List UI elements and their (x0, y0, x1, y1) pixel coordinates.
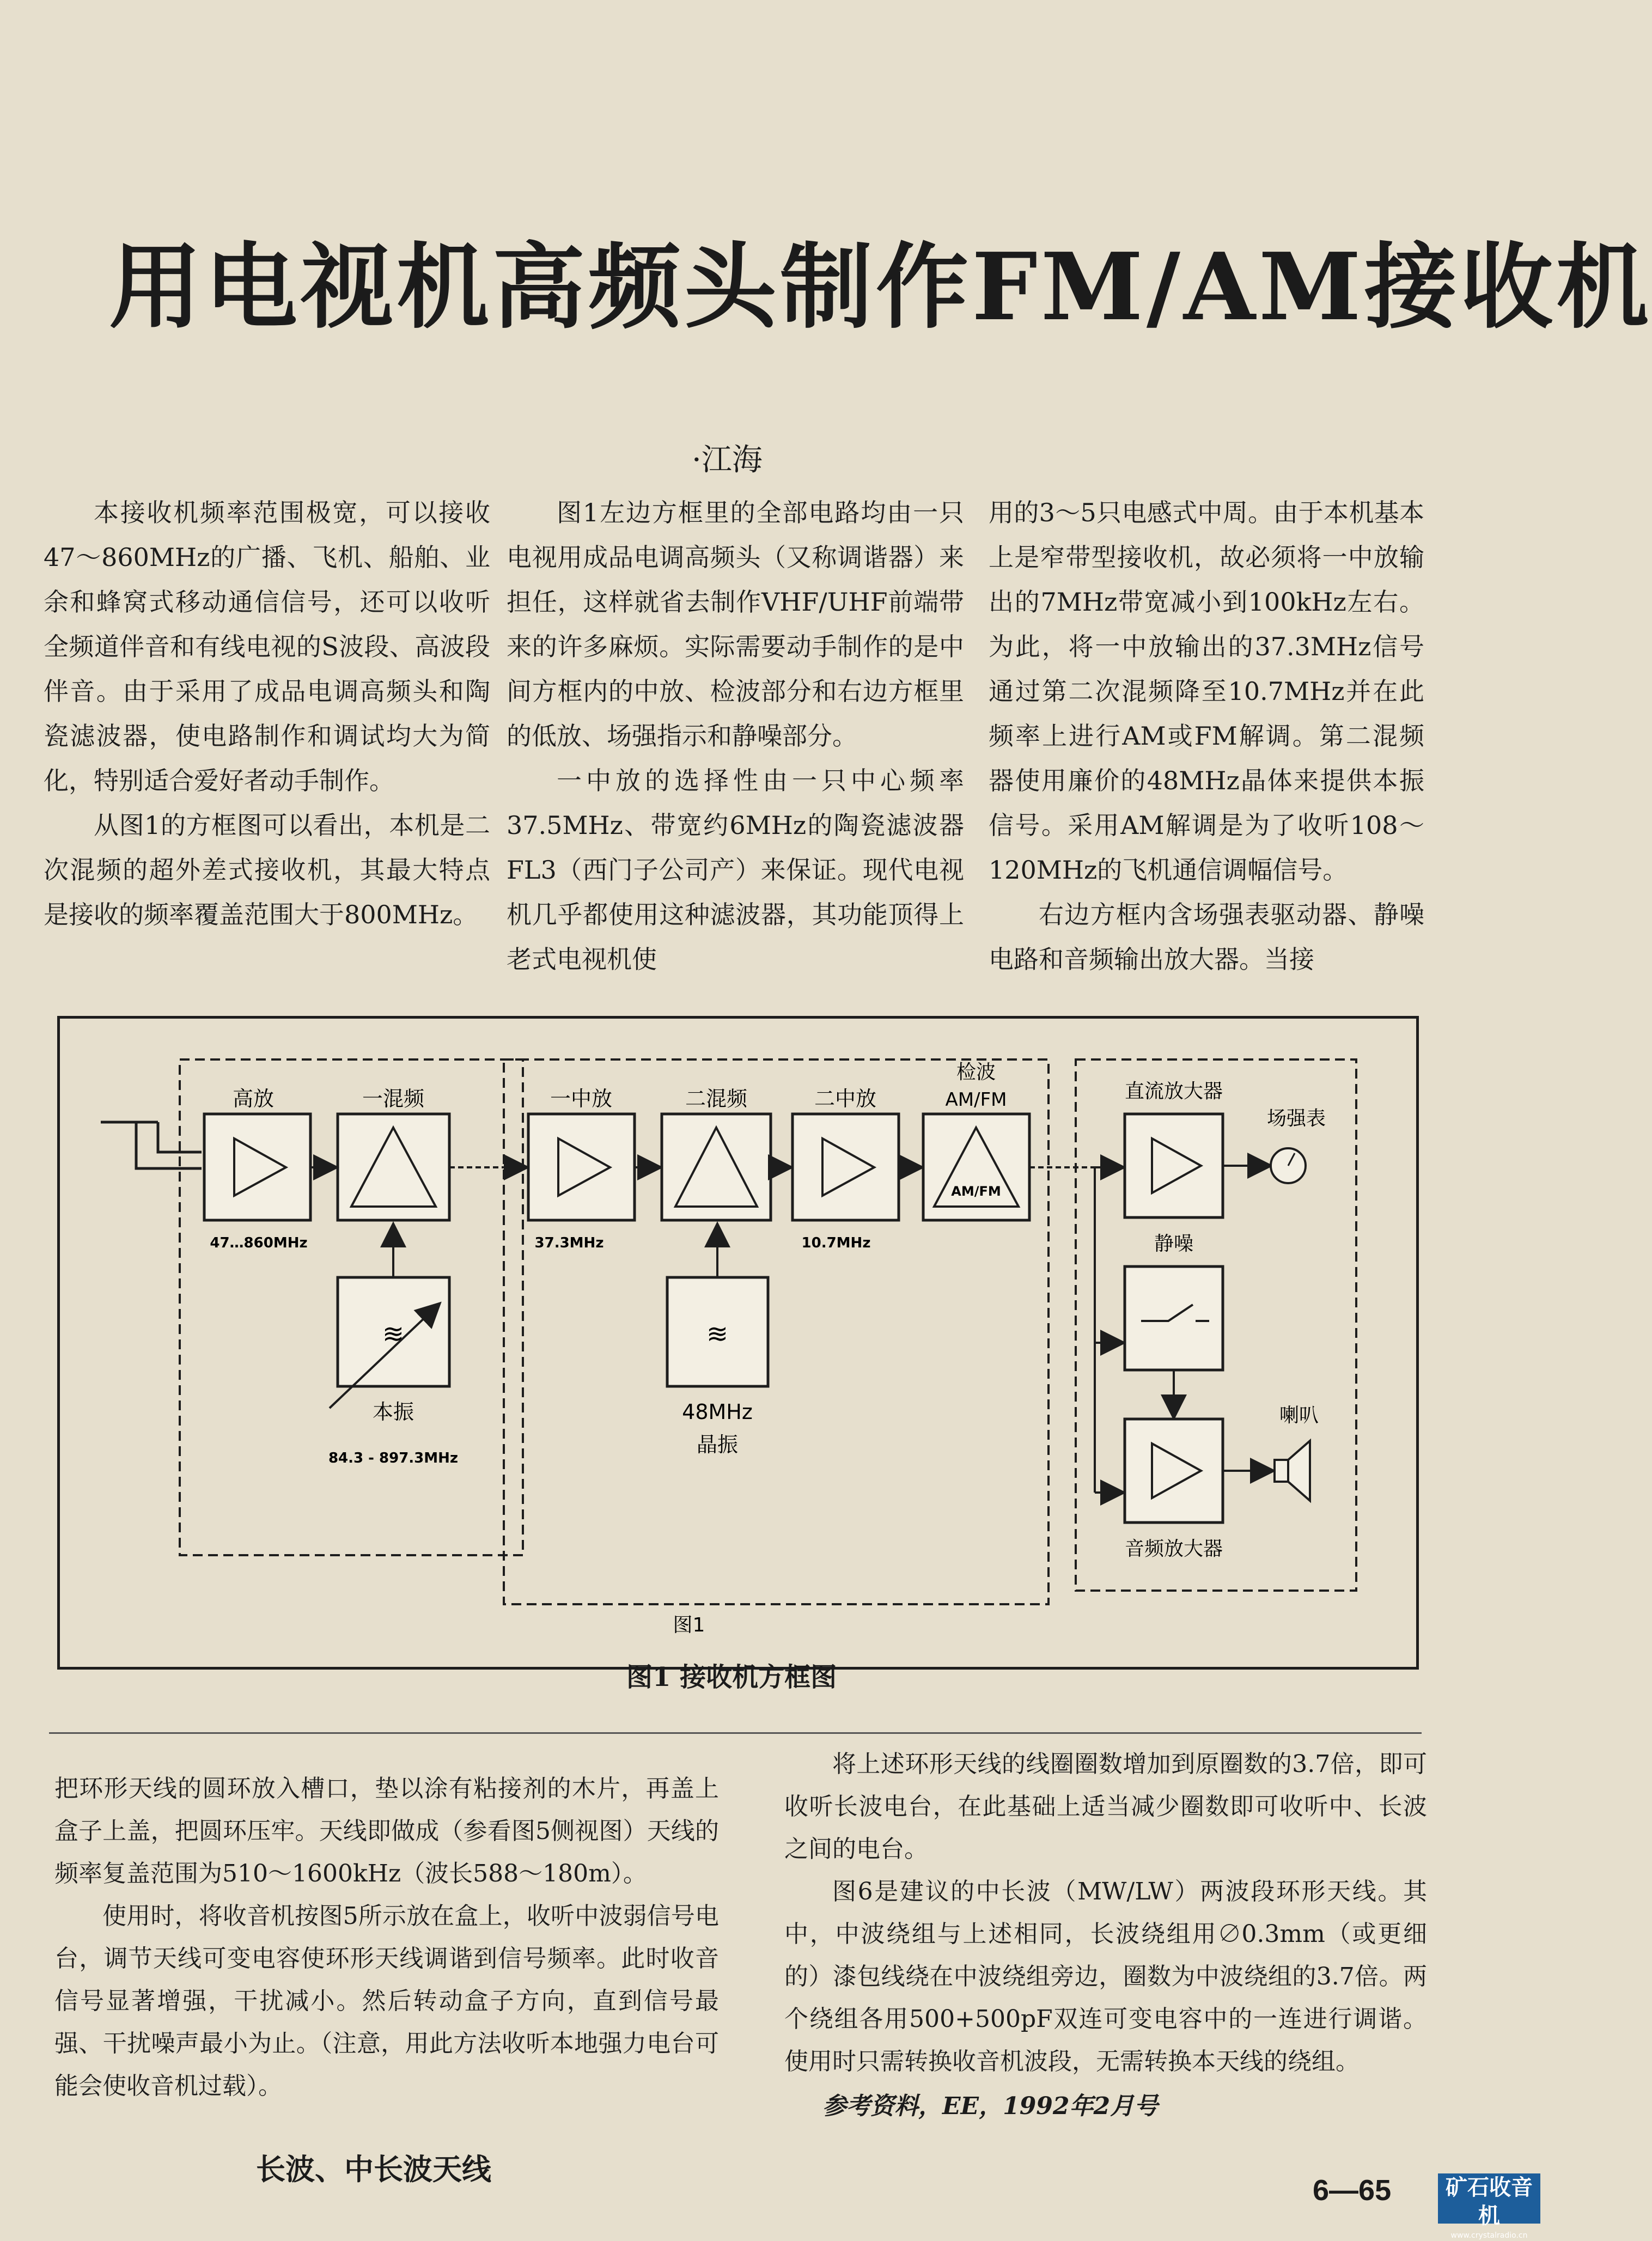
audio-amp-block (1125, 1419, 1223, 1523)
audio-amp-label: 音频放大器 (1124, 1538, 1223, 1560)
rf-amp-block (204, 1114, 310, 1220)
paragraph: 将上述环形天线的线圈圈数增加到原圈数的3.7倍，即可收听长波电台，在此基础上适当减少圈数即可收听中、长波之间的电台。 (784, 1750, 1427, 1863)
if2-freq-label: 10.7MHz (801, 1235, 871, 1251)
text-column-3 (989, 490, 1424, 982)
article-title: 用电视机高频头制作FM/AM接收机 (109, 233, 1652, 342)
lo-label: 本振 (372, 1400, 414, 1424)
article-author: ·江海 (692, 442, 763, 478)
if-amp1-block (528, 1114, 635, 1220)
mixer1-label: 一混频 (362, 1087, 425, 1111)
svg-text:≋: ≋ (706, 1319, 729, 1349)
rf-amp-label: 高放 (232, 1087, 275, 1111)
xtal-label: 晶振 (696, 1433, 739, 1457)
watermark-main: 矿石收音机 (1446, 2175, 1533, 2228)
paragraph: 本接收机频率范围极宽，可以接收47～860MHz的广播、飞机、船舶、业余和蜂窝式移动通信信号，还可以收听全频道伴音和有线电视的S波段、高波段伴音。由于采用了成品电调高频头和陶瓷滤波器，使电路制作和调试均大为简化，特别适合爱好者动手制作。 (44, 498, 490, 795)
detector-inner-label: AM/FM (951, 1184, 1001, 1199)
mixer2-label: 二混频 (685, 1087, 748, 1111)
if-amp2-block (793, 1114, 899, 1220)
squelch-label: 静噪 (1154, 1233, 1194, 1255)
text-column-2 (507, 490, 964, 982)
detector-label: 检波 (956, 1061, 996, 1083)
paragraph: 右边方框内含场强表驱动器、静噪电路和音频输出放大器。当接 (989, 900, 1424, 974)
dc-amp-block (1125, 1114, 1223, 1217)
paragraph: 从图1的方框图可以看出，本机是二次混频的超外差式接收机，其最大特点是接收的频率覆盖范围大于800MHz。 (44, 811, 490, 929)
paragraph: 用的3～5只电感式中周。由于本机基本上是窄带型接收机，故必须将一中放输出的7MHz带宽减小到100kHz左右。为此，将一中放输出的37.3MHz信号通过第二次混频降至10.7MHz并在此频率上进行AM或FM解调。第二混频器使用廉价的48MHz晶体来提供本振信号。采用AM解调是为了收听108～120MHz的飞机通信调幅信号。 (989, 498, 1424, 885)
text-column-1 (44, 490, 490, 937)
dc-amp-label: 直流放大器 (1124, 1080, 1223, 1103)
rf-freq-label: 47…860MHz (210, 1235, 308, 1251)
if-amp2-label: 二中放 (814, 1087, 877, 1111)
reference-note: 参考资料，EE，1992年2月号 (822, 2092, 1159, 2120)
paragraph: 图1左边方框里的全部电路均由一只电视用成品电调高频头（又称调谐器）来担任，这样就省去制作VHF/UHF前端带来的许多麻烦。实际需要动手制作的是中间方框内的中放、检波部分和右边方框里的低放、场强指示和静噪部分。 (507, 498, 964, 751)
paragraph: 使用时，将收音机按图5所示放在盒上，收听中波弱信号电台，调节天线可变电容使环形天线调谐到信号频率。此时收音信号显著增强，干扰减小。然后转动盒子方向，直到信号最强、干扰噪声最小为止。（注意，用此方法收听本地强力电台可能会使收音机过载）。 (54, 1902, 719, 2100)
lo-freq-label: 84.3 - 897.3MHz (328, 1450, 459, 1466)
figure-inner-label: 图1 (673, 1614, 705, 1636)
paragraph: 一中放的选择性由一只中心频率37.5MHz、带宽约6MHz的陶瓷滤波器FL3（西门子公司产）来保证。现代电视机几乎都使用这种滤波器，其功能顶得上老式电视机使 (507, 766, 964, 974)
section-divider (49, 1732, 1422, 1734)
svg-text:≋: ≋ (382, 1319, 405, 1349)
detector-mode-label: AM/FM (945, 1089, 1007, 1111)
watermark-url: www.crystalradio.cn (1450, 2231, 1528, 2240)
section-title: 长波、中长波天线 (256, 2152, 491, 2187)
speaker-label: 喇叭 (1279, 1404, 1319, 1427)
figure-caption: 图1 接收机方框图 (626, 1662, 837, 1692)
if-amp1-label: 一中放 (550, 1087, 613, 1111)
xtal-freq-label: 48MHz (682, 1400, 753, 1424)
text-column-4 (54, 1768, 719, 2108)
antenna-input (101, 1122, 202, 1168)
block-diagram (57, 1016, 1419, 1670)
speaker-icon (1275, 1441, 1310, 1501)
text-column-5 (784, 1743, 1427, 2083)
paragraph: 图6是建议的中长波（MW/LW）两波段环形天线。其中，中波绕组与上述相同，长波绕组用∅0.3mm（或更细的）漆包线绕在中波绕组旁边，圈数为中波绕组的3.7倍。两个绕组各用500+500pF双连可变电容中的一连进行调谐。使用时只需转换收音机波段，无需转换本天线的绕组。 (784, 1878, 1427, 2075)
meter-label: 场强表 (1266, 1107, 1326, 1130)
paragraph: 把环形天线的圆环放入槽口，垫以涂有粘接剂的木片，再盖上盒子上盖，把圆环压牢。天线即做成（参看图5侧视图）天线的频率复盖范围为510～1600kHz（波长588～180m）。 (54, 1775, 719, 1887)
site-watermark (1438, 2173, 1540, 2240)
if1-freq-label: 37.3MHz (534, 1235, 604, 1251)
page-number: 6—65 (1313, 2174, 1392, 2207)
